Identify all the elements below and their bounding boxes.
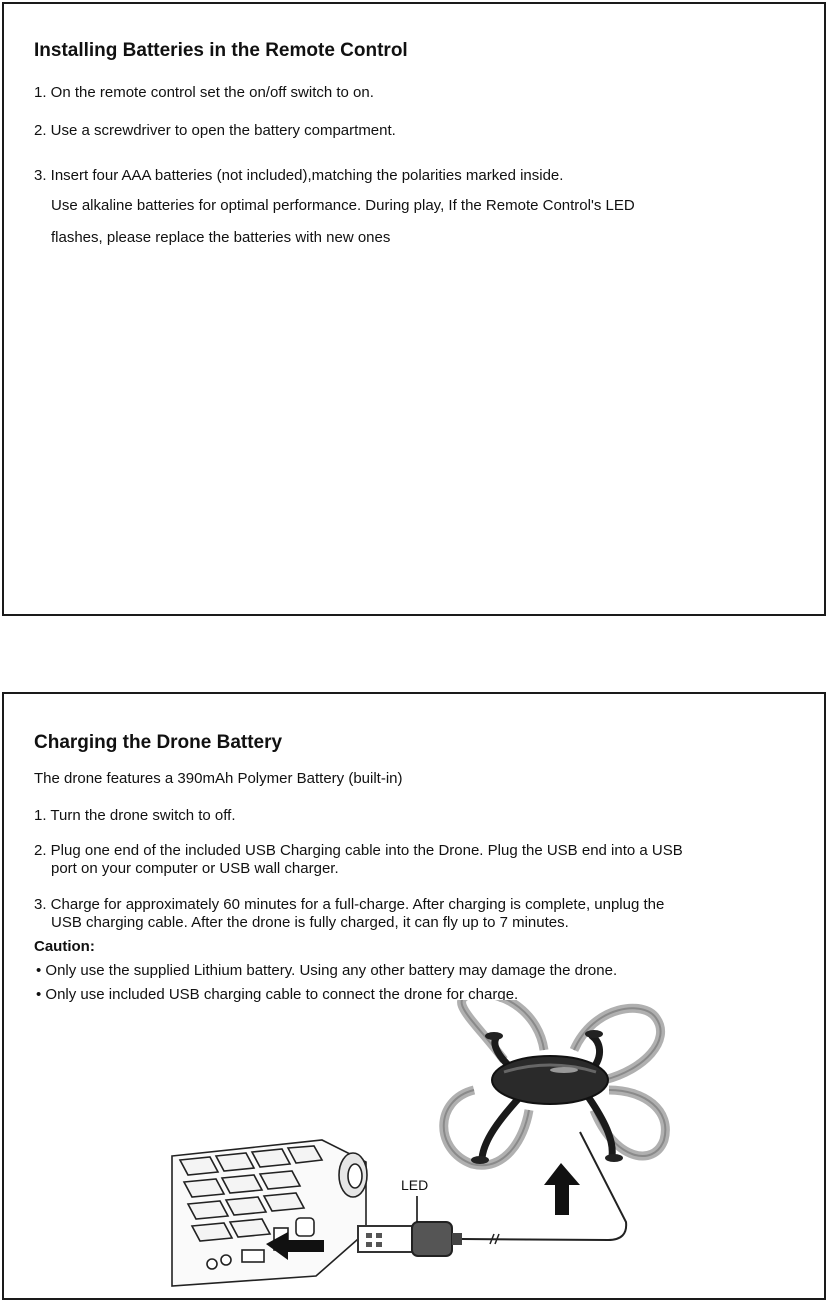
step-3-line-1: 3. Insert four AAA batteries (not included),matching the polarities marked inside. (34, 167, 564, 184)
step-3-line-3: flashes, please replace the batteries with new ones (51, 229, 391, 246)
step-1: 1. Turn the drone switch to off. (34, 807, 236, 824)
section-title: Installing Batteries in the Remote Control (34, 40, 408, 61)
step-3-line-2: Use alkaline batteries for optimal performance. During play, If the Remote Control's LED (51, 197, 635, 214)
usb-plug (358, 1222, 462, 1256)
intro-text: The drone features a 390mAh Polymer Battery (built-in) (34, 770, 403, 787)
step-3-line-2: USB charging cable. After the drone is fully charged, it can fly up to 7 minutes. (51, 914, 569, 931)
step-2: 2. Use a screwdriver to open the battery compartment. (34, 122, 396, 139)
led-label: LED (401, 1177, 429, 1193)
section-title: Charging the Drone Battery (34, 732, 283, 753)
drone-illustration (444, 1000, 666, 1165)
caution-item: • Only use included USB charging cable to connect the drone for charge. (36, 986, 519, 1003)
caution-item: • Only use the supplied Lithium battery. Using any other battery may damage the drone. (36, 962, 618, 979)
caution-title: Caution: (34, 938, 95, 955)
step-2-line-1: 2. Plug one end of the included USB Charging cable into the Drone. Plug the USB end into a USB (34, 842, 683, 859)
step-3-line-1: 3. Charge for approximately 60 minutes for a full-charge. After charging is complete, unplug the (34, 896, 665, 913)
step-2-line-2: port on your computer or USB wall charger. (51, 860, 339, 877)
arrow-up-icon (544, 1163, 580, 1215)
charging-illustration (4, 1000, 824, 1300)
remote-battery-panel (2, 2, 826, 616)
laptop-illustration (172, 1140, 367, 1286)
step-1: 1. On the remote control set the on/off switch to on. (34, 84, 374, 101)
drone-charging-panel (2, 692, 826, 1300)
